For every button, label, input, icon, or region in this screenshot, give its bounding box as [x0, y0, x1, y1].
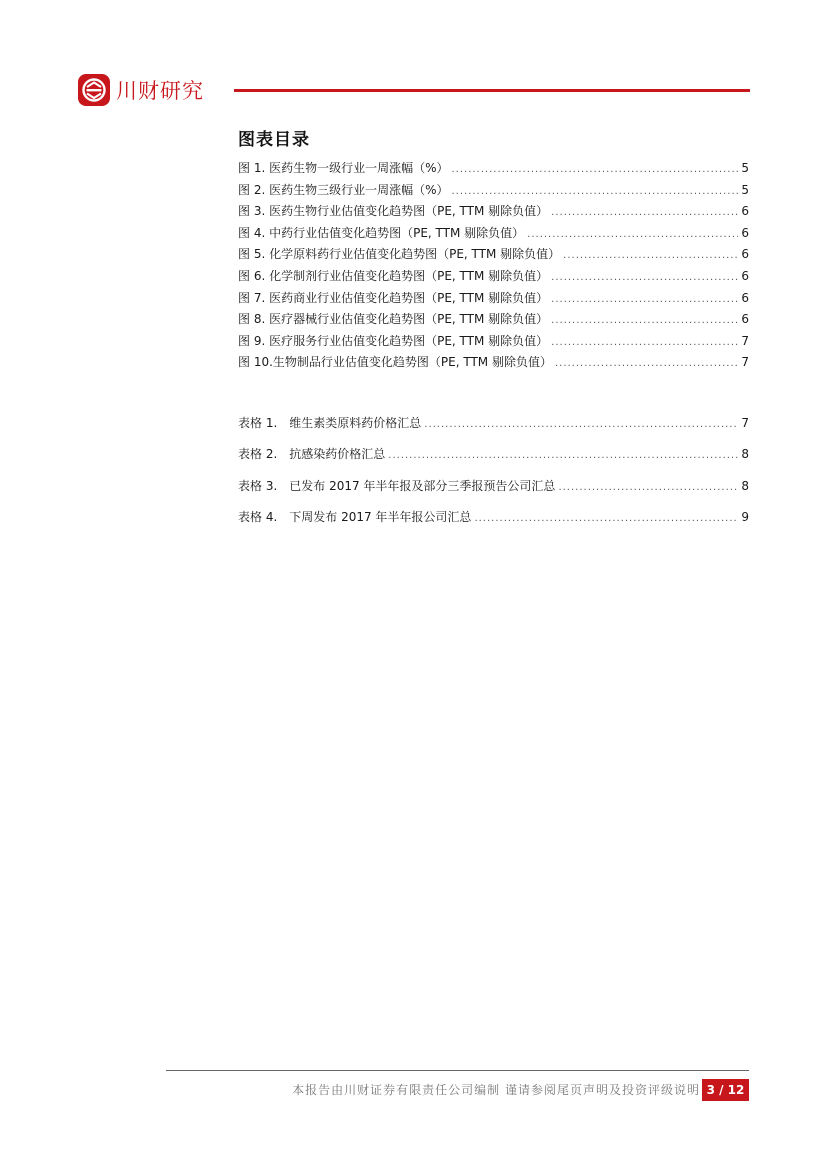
table-entry[interactable]: [238, 439, 749, 470]
brand-name: 川财研究: [116, 79, 204, 103]
figure-entry-page: 6: [741, 247, 749, 262]
figure-entry-page: 5: [741, 182, 749, 197]
figure-entry[interactable]: [238, 244, 749, 266]
footer-divider: [166, 1070, 749, 1071]
dot-leader: [424, 409, 738, 440]
figure-entry[interactable]: [238, 201, 749, 223]
dot-leader: [551, 202, 738, 224]
figure-list: [238, 158, 749, 374]
dot-leader: [451, 181, 738, 203]
figure-entry-page: 6: [741, 268, 749, 283]
table-entry[interactable]: [238, 502, 749, 533]
table-entry-page: 8: [741, 478, 749, 493]
footer-disclaimer: 本报告由川财证券有限责任公司编制 谨请参阅尾页声明及投资评级说明: [292, 1083, 700, 1097]
dot-leader: [551, 310, 738, 332]
table-entry-page: 7: [741, 416, 749, 430]
figure-entry-label: 图 2. 医药生物三级行业一周涨幅（%）: [238, 182, 449, 197]
figure-entry[interactable]: [238, 180, 749, 202]
figure-entry[interactable]: [238, 331, 749, 353]
figure-entry-page: 6: [741, 225, 749, 240]
figure-entry-label: 图 5. 化学原料药行业估值变化趋势图（PE, TTM 剔除负值）: [238, 247, 561, 262]
table-entry-page: 8: [741, 447, 749, 462]
figure-entry-label: 图 9. 医疗服务行业估值变化趋势图（PE, TTM 剔除负值）: [238, 333, 549, 348]
figure-entry[interactable]: [238, 288, 749, 310]
dot-leader: [563, 245, 738, 267]
table-entry[interactable]: [238, 471, 749, 502]
table-entry[interactable]: [238, 408, 749, 439]
figure-entry-label: 图 10.生物制品行业估值变化趋势图（PE, TTM 剔除负值）: [238, 355, 552, 370]
figure-entry-page: 7: [741, 333, 749, 348]
figure-entry-label: 图 4. 中药行业估值变化趋势图（PE, TTM 剔除负值）: [238, 225, 525, 240]
dot-leader: [555, 353, 738, 375]
dot-leader: [527, 224, 738, 246]
dot-leader: [474, 503, 738, 534]
figure-entry-label: 图 3. 医药生物行业估值变化趋势图（PE, TTM 剔除负值）: [238, 204, 549, 219]
figure-entry-label: 图 6. 化学制剂行业估值变化趋势图（PE, TTM 剔除负值）: [238, 268, 549, 283]
page-indicator: 3 / 12: [702, 1079, 749, 1101]
dot-leader: [451, 159, 738, 181]
table-list: [238, 408, 749, 533]
table-entry-label: 表格 3. 已发布 2017 年半年报及部分三季报预告公司汇总: [238, 478, 556, 493]
figure-entry-label: 图 8. 医疗器械行业估值变化趋势图（PE, TTM 剔除负值）: [238, 312, 549, 327]
figure-entry-page: 6: [741, 312, 749, 327]
chuancai-logo-icon: [78, 74, 110, 106]
header-logo: [78, 74, 204, 106]
table-entry-label: 表格 4. 下周发布 2017 年半年报公司汇总: [238, 509, 472, 524]
dot-leader: [551, 332, 738, 354]
header-divider: [234, 89, 750, 92]
figure-entry-page: 5: [741, 161, 749, 175]
figure-entry[interactable]: [238, 223, 749, 245]
figure-entry-page: 6: [741, 204, 749, 219]
table-entry-label: 表格 2. 抗感染药价格汇总: [238, 447, 386, 462]
toc-title: 图表目录: [238, 130, 310, 150]
figure-entry[interactable]: [238, 266, 749, 288]
figure-entry-page: 6: [741, 290, 749, 305]
figure-entry-label: 图 1. 医药生物一级行业一周涨幅（%）: [238, 161, 449, 175]
figure-entry[interactable]: [238, 352, 749, 374]
dot-leader: [388, 440, 738, 471]
table-entry-page: 9: [741, 509, 749, 524]
figure-entry-page: 7: [741, 355, 749, 370]
dot-leader: [551, 267, 738, 289]
dot-leader: [558, 472, 738, 503]
table-entry-label: 表格 1. 维生素类原料药价格汇总: [238, 416, 422, 430]
dot-leader: [551, 289, 738, 311]
figure-entry[interactable]: [238, 309, 749, 331]
figure-entry[interactable]: [238, 158, 749, 180]
figure-entry-label: 图 7. 医药商业行业估值变化趋势图（PE, TTM 剔除负值）: [238, 290, 549, 305]
